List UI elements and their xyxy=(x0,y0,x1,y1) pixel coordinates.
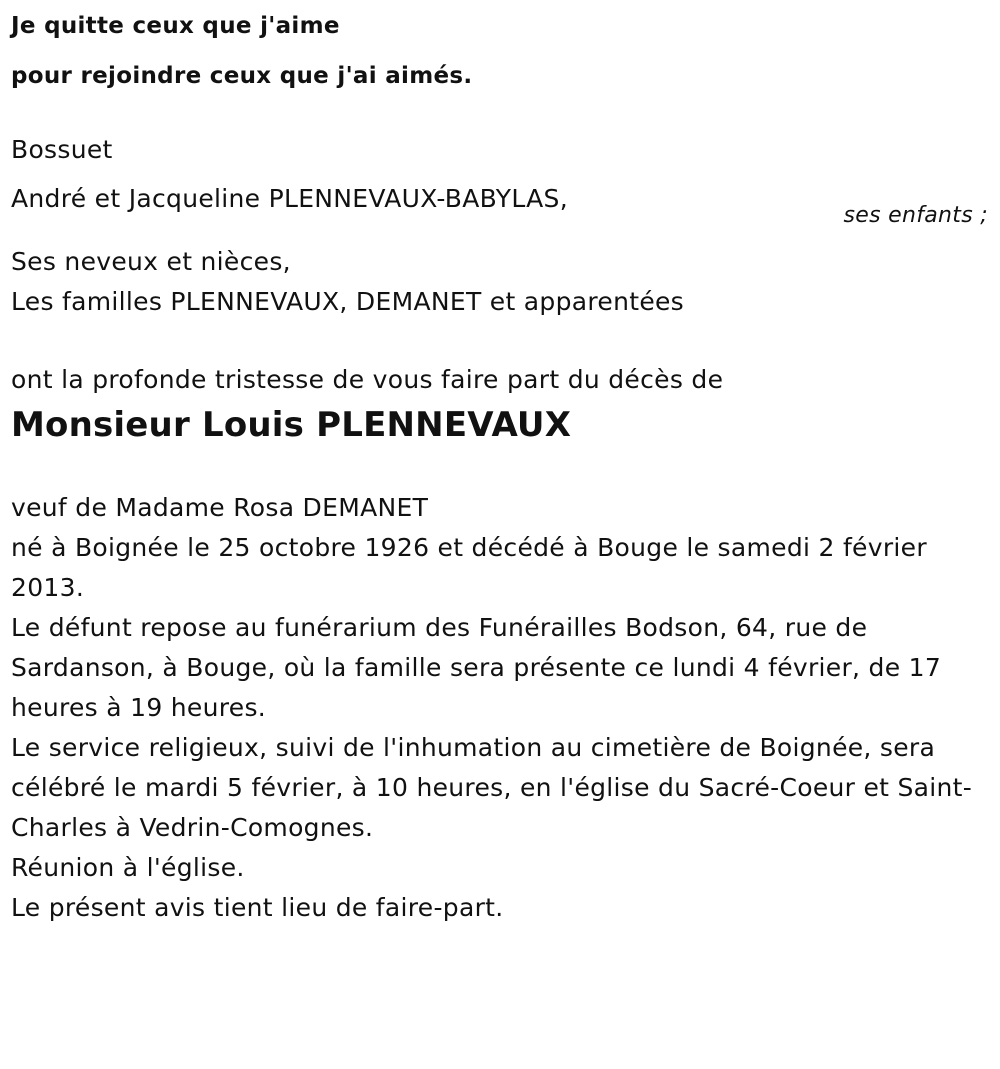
children-row xyxy=(11,179,988,228)
service-paragraph: Le service religieux, suivi de l'inhumation au cimetière de Boignée, sera célébré le mardi 5 février, à 10 heures, en l'église du Sacré-Coeur et Saint-Charles à Vedrin-Comognes. xyxy=(11,733,973,842)
announcement-line: ont la profonde tristesse de vous faire part du décès de xyxy=(11,365,724,394)
epigraph-line-1: Je quitte ceux que j'aime xyxy=(11,13,340,39)
families-line: Les familles PLENNEVAUX, DEMANET et apparentées xyxy=(11,287,685,316)
rest-place-paragraph: Le défunt repose au funérarium des Funérailles Bodson, 64, rue de Sardanson, à Bouge, où la famille sera présente ce lundi 4 février, de 17 heures à 19 heures. xyxy=(11,613,942,722)
notice-paragraph: Le présent avis tient lieu de faire-part. xyxy=(11,893,504,922)
widower-line: veuf de Madame Rosa DEMANET xyxy=(11,493,429,522)
family-place: Bossuet xyxy=(11,135,113,164)
children-names: André et Jacqueline PLENNEVAUX-BABYLAS, xyxy=(11,184,568,213)
birth-death-paragraph: né à Boignée le 25 octobre 1926 et décédé à Bouge le samedi 2 février 2013. xyxy=(11,533,927,602)
deceased-name: Monsieur Louis PLENNEVAUX xyxy=(11,405,572,445)
meeting-paragraph: Réunion à l'église. xyxy=(11,853,245,882)
nephews-line: Ses neveux et nièces, xyxy=(11,247,291,276)
obituary-notice xyxy=(11,0,986,928)
epigraph-line-2: pour rejoindre ceux que j'ai aimés. xyxy=(11,63,473,89)
children-role: ses enfants ; xyxy=(843,203,988,228)
